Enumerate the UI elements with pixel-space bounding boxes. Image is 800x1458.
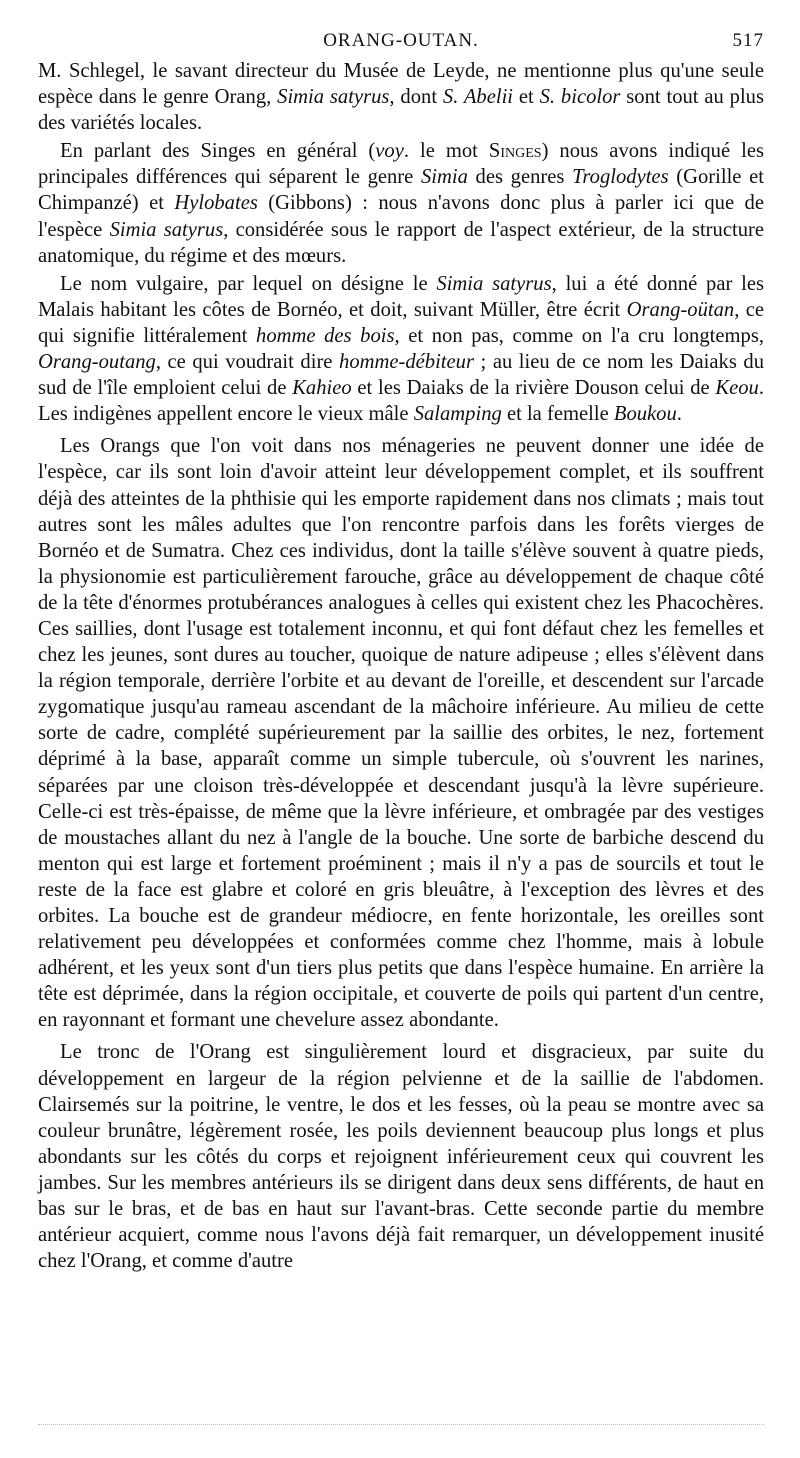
text-run: Simia [420, 166, 468, 189]
text-run: S. Abelii [442, 86, 514, 109]
text-run: Singes [488, 140, 542, 163]
text-run: et les Daiaks de la rivière Douson celui de [351, 377, 716, 400]
text-run: S. bicolor [539, 86, 621, 109]
paragraph-3 [38, 271, 764, 428]
text-run: , ce qui voudrait dire [155, 351, 340, 374]
body-text [38, 58, 764, 1274]
text-run: Les Orangs que l'on voit dans nos ménageries ne peuvent donner une idée de l'espèce, car ils sont loin d'avoir atteint leur développement complet, et ils souffrent déjà des atteintes de la phthisie qui les emporte rapidement dans nos climats ; mais tout autres sont les mâles adultes que l'on rencontre parfois dans les forêts vierges de Bornéo et de Sumatra. Chez ces individus, dont la taille s'élève souvent à quatre pieds, la physionomie est particulièrement farouche, grâce au développement de chaque côté de la tête d'énormes protubérances analogues à celles qui existent chez les Phacochères. Ces saillies, dont l'usage est totalement inconnu, et qui font défaut chez les femelles et chez les jeunes, sont dures au toucher, quoique de nature adipeuse ; elles s'élèvent dans la région temporale, derrière l'orbite et au devant de l'oreille, et descendent sur l'arcade zygomatique jusqu'au rameau ascendant de la mâchoire inférieure. Au milieu de cette sorte de cadre, complété supérieurement par la saillie des orbites, le nez, fortement déprimé à la base, apparaît comme un simple tubercule, où s'ouvrent les narines, séparées par une cloison très-développée et descendant jusqu'à la lèvre supérieure. Celle-ci est très-épaisse, de même que la lèvre inférieure, et ombragée par des vestiges de moustaches allant du nez à l'angle de la bouche. Une sorte de barbiche descend du menton qui est large et fortement proéminent ; mais il n'y a pas de sourcils et tout le reste de la face est glabre et coloré en gris bleuâtre, à l'exception des lèvres et des orbites. La bouche est de grandeur médiocre, en fente horizontale, les oreilles sont relativement peu développées et conformées comme chez l'homme, mais à lobule adhérent, et les yeux sont d'un tiers plus petits que dans l'espèce humaine. En arrière la tête est déprimée, dans la région occipitale, et couverte de poils qui partent d'un centre, en rayonnant et formant une chevelure assez abondante. [38, 435, 764, 1032]
text-run: Le tronc de l'Orang est singulièrement lourd et disgracieux, par suite du développement en largeur de la région pelvienne et de la saillie de l'abdomen. Clairsemés sur la poitrine, le ventre, le dos et les fesses, où la peau se montre avec sa couleur brunâtre, légèrement rosée, les poils deviennent beaucoup plus longs et plus abondants sur les côtés du corps et rejoignent inférieurement ceux qui couvrent les jambes. Sur les membres antérieurs ils se dirigent dans deux sens différents, de haut en bas sur le bras, et de bas en haut sur l'avant-bras. Cette seconde partie du membre antérieur acquiert, comme nous l'avons déjà fait remarquer, un développement inusité chez l'Orang, et comme d'autre [38, 1041, 764, 1273]
text-run: M. Schlegel, le savant directeur du Musée de Leyde, ne mentionne plus qu'une seule espèce dans le genre Orang, [38, 60, 764, 109]
text-run: homme-débiteur [339, 351, 474, 374]
page-number: 517 [732, 30, 764, 51]
text-run: , et non pas, comme on l'a cru longtemps, [394, 324, 764, 347]
text-run: Orang-outang [38, 351, 156, 374]
document-page [38, 30, 764, 1274]
footer-dotted-rule [38, 1418, 764, 1425]
text-run: homme des bois [256, 324, 395, 347]
text-run: Le nom vulgaire, par lequel on désigne le [60, 272, 437, 295]
text-run: (Gibbons) : nous n'avons donc plus à parler ici que de l'espèce [38, 192, 764, 241]
text-run: . [676, 403, 682, 426]
text-run: Kahieo [292, 377, 352, 400]
text-run: ; au lieu de ce nom les Daiaks du sud de l'île emploient celui de [38, 351, 764, 400]
text-run: , ce qui signifie littéralement [38, 298, 765, 347]
paragraph-4 [38, 433, 764, 1033]
text-run: Orang-oütan [626, 298, 735, 321]
text-run: . Les indigènes appellent encore le vieux mâle [38, 377, 764, 426]
text-run: et [513, 86, 540, 109]
text-run: Boukou [613, 403, 677, 426]
running-header [38, 30, 764, 58]
text-run: . le mot [403, 140, 489, 163]
text-run: (Gorille et Chimpanzé) et [38, 166, 764, 215]
text-run: voy [375, 140, 404, 163]
paragraph-2 [38, 138, 764, 268]
text-run: Simia satyrus [277, 86, 390, 109]
text-run: des genres [467, 166, 573, 189]
text-run: et la femelle [501, 403, 614, 426]
text-run: , dont [389, 86, 443, 109]
text-run: Keou [715, 377, 759, 400]
text-run: , considérée sous le rapport de l'aspect extérieur, de la structure anatomique, du régime et des mœurs. [38, 218, 764, 267]
text-run: Hylobates [174, 192, 258, 215]
running-title: ORANG-OUTAN. [323, 30, 479, 51]
text-run: ) nous avons indiqué les principales différences qui séparent le genre [38, 140, 764, 189]
text-run: En parlant des Singes en général ( [60, 140, 376, 163]
text-run: sont tout au plus des variétés locales. [38, 86, 764, 135]
text-run: Salamping [413, 403, 502, 426]
text-run: Simia satyrus [109, 218, 224, 241]
text-run: , lui a été donné par les Malais habitant les côtes de Bornéo, et doit, suivant Müller, être écrit [38, 272, 765, 321]
paragraph-1 [38, 58, 764, 136]
text-run: Troglodytes [572, 166, 669, 189]
text-run: Simia satyrus [436, 272, 552, 295]
paragraph-5 [38, 1039, 764, 1274]
